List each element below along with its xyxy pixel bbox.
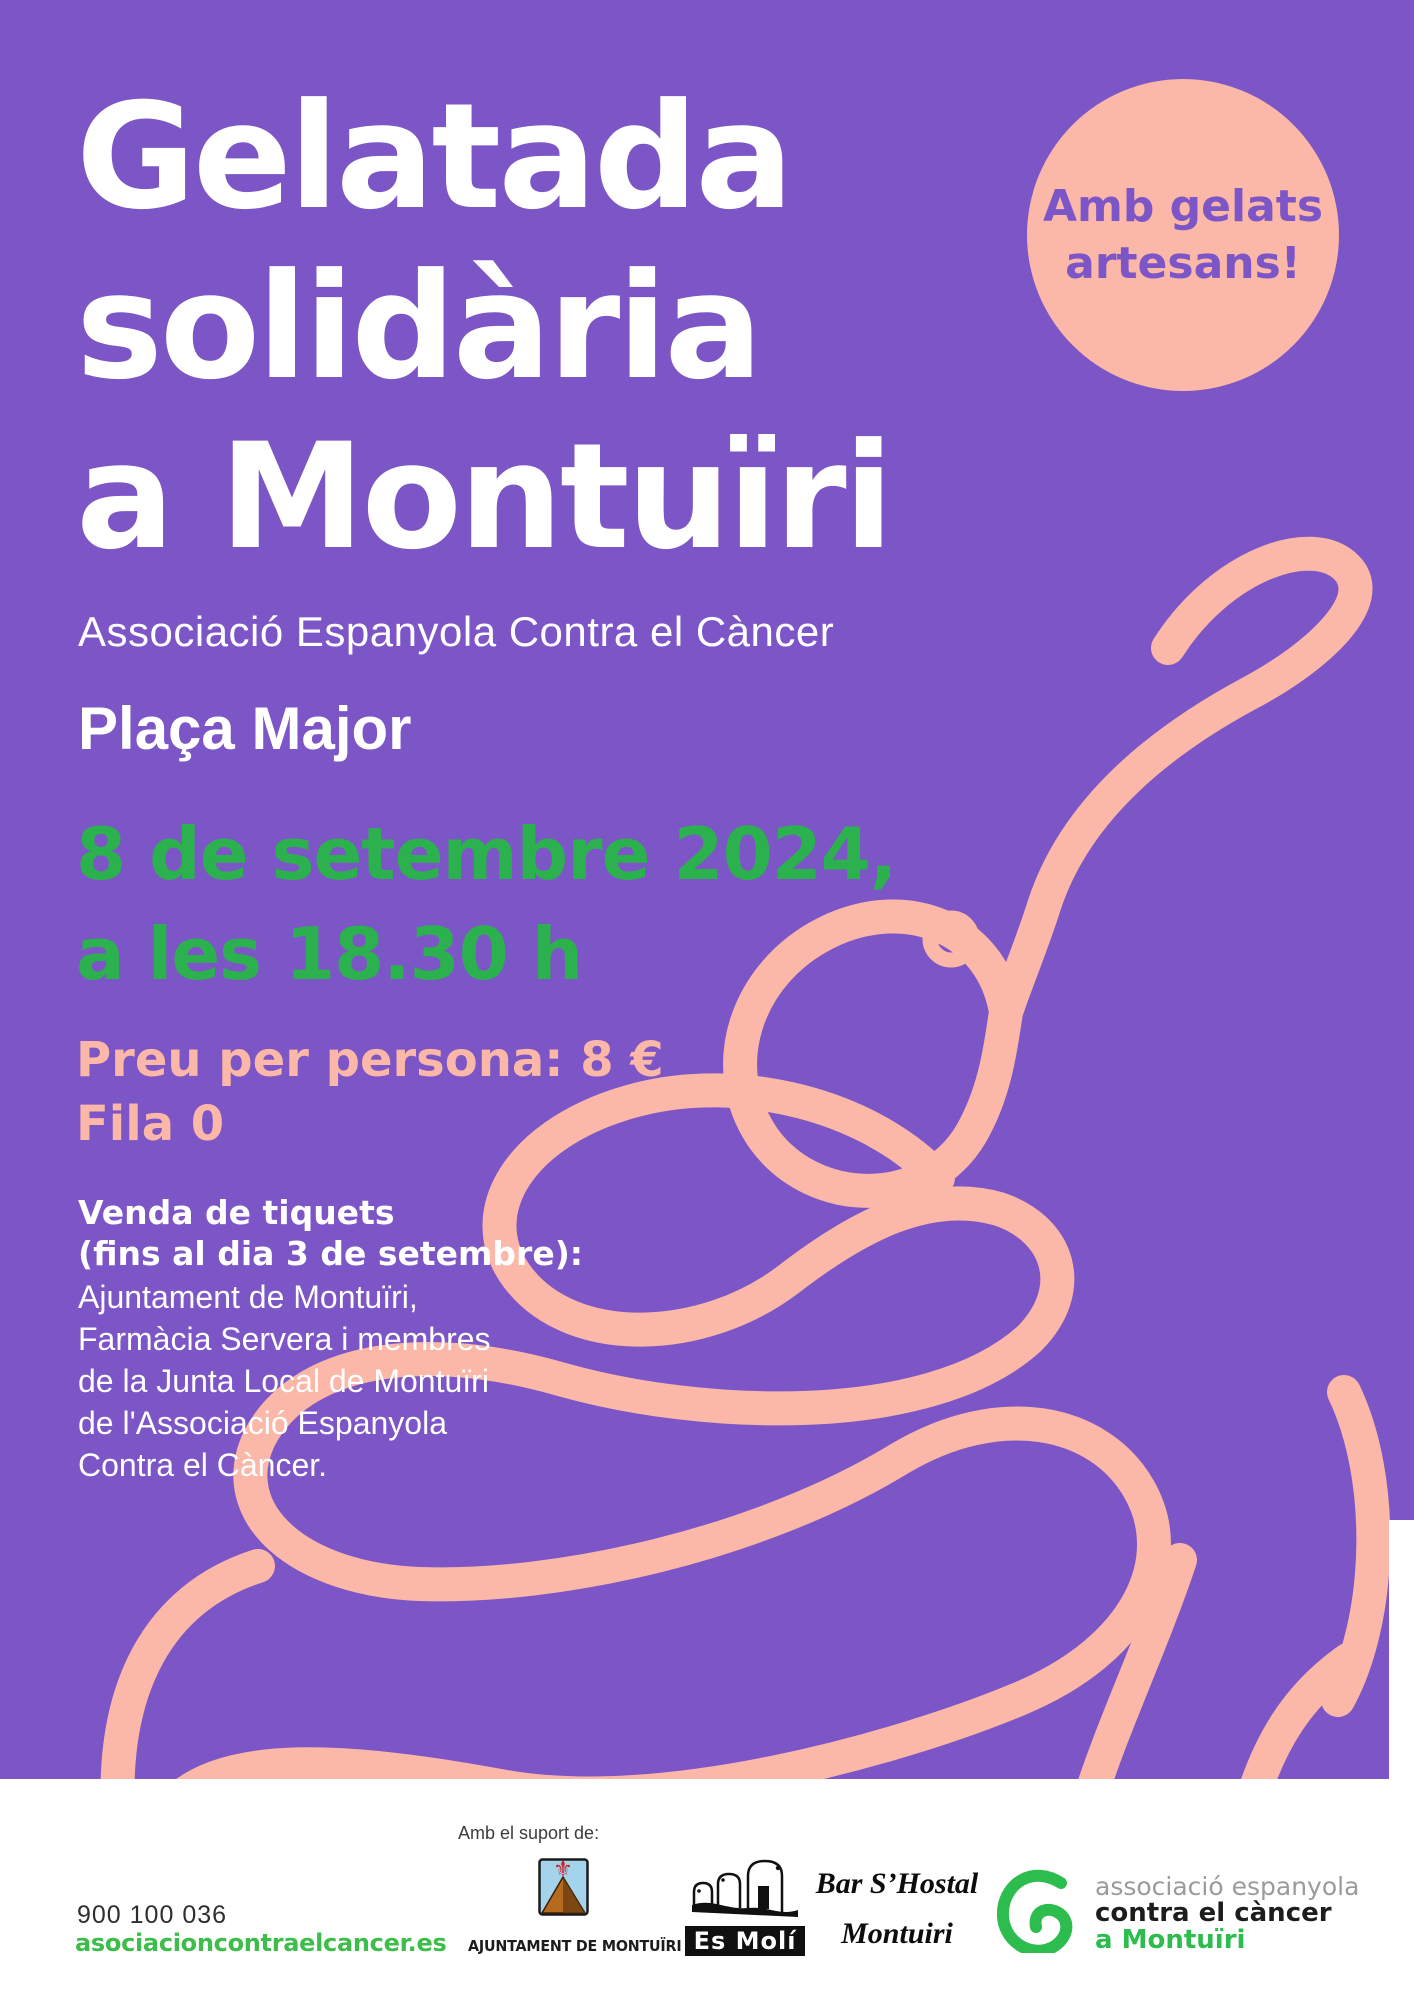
event-date: 8 de setembre 2024, [76,812,897,896]
event-time: a les 18.30 h [76,912,583,996]
tickets-body-line: Farmàcia Servera i membres [78,1321,491,1357]
price-info [76,1028,664,1156]
ajuntament-coat-of-arms-icon [538,1858,589,1917]
white-corner-cutout [1389,1520,1414,1779]
tickets-body-line: de la Junta Local de Montuïri [78,1363,489,1399]
badge-text-line1: Amb gelats [1042,181,1324,232]
fleur-de-lis-icon: ⚜ [552,1858,573,1882]
page-title [76,72,891,582]
title-line-2: solidària [76,242,760,412]
badge-circle [1027,79,1339,391]
phone-number: 900 100 036 [77,1901,228,1929]
website-link[interactable]: asociacioncontraelcancer.es [75,1929,447,1957]
tickets-heading-line2: (fins al dia 3 de setembre): [78,1234,583,1273]
aecc-logo-icon [997,1867,1077,1953]
event-datetime [76,804,896,1004]
title-line-1: Gelatada [76,72,791,242]
bar-hostal-line1: Bar S’Hostal [815,1867,979,1900]
aecc-logo-text [1095,1873,1359,1954]
organization-subtitle: Associació Espanyola Contra el Càncer [78,608,835,655]
badge-text-line2: artesans! [1065,238,1301,289]
tickets-body [78,1276,491,1486]
aecc-text-line1: associació espanyola [1095,1872,1360,1901]
es-moli-label: Es Molí [685,1926,805,1956]
ajuntament-caption: AJUNTAMENT DE MONTUÏRI [468,1937,682,1955]
event-location: Plaça Major [78,695,412,762]
tickets-body-line: Contra el Càncer. [78,1447,328,1483]
logo-es-moli [685,1858,805,1956]
logo-ajuntament-montuiri [463,1858,682,1955]
title-line-3: a Montuïri [76,412,891,582]
es-moli-building-icon [692,1858,798,1918]
logo-bar-s-hostal [812,1859,982,1959]
aecc-text-line3: a Montuïri [1095,1925,1246,1955]
footer [0,1779,1414,2000]
tickets-heading-line1: Venda de tiquets [78,1193,395,1232]
tickets-body-line: Ajuntament de Montuïri, [78,1279,418,1315]
tickets-heading [78,1192,583,1274]
price-per-person: Preu per persona: 8 € [76,1032,664,1088]
fila-zero: Fila 0 [76,1096,225,1152]
aecc-text-line2: contra el càncer [1095,1898,1332,1928]
bar-hostal-line2: Montuiri [841,1917,953,1950]
support-label: Amb el suport de: [458,1823,600,1843]
tickets-body-line: de l'Associació Espanyola [78,1405,447,1441]
